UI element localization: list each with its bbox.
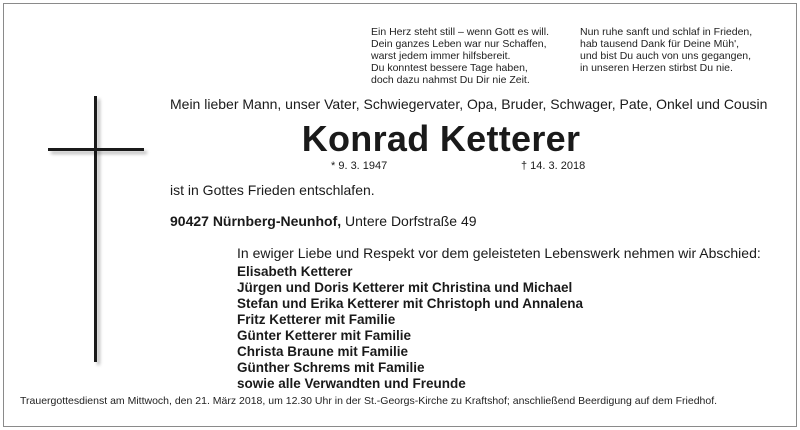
mourner: Christa Braune mit Familie bbox=[237, 344, 409, 359]
death-date: † 14. 3. 2018 bbox=[521, 160, 586, 172]
verse-right bbox=[580, 26, 752, 74]
mourner: Elisabeth Ketterer bbox=[237, 264, 353, 279]
mourner: Jürgen und Doris Ketterer mit Christina und Michael bbox=[237, 280, 573, 295]
verse-line: Nun ruhe sanft und schlaf in Frieden, bbox=[580, 26, 753, 38]
deceased-name: Konrad Ketterer bbox=[301, 118, 581, 159]
mourner: Stefan und Erika Ketterer mit Christoph und Annalena bbox=[237, 296, 584, 311]
service-info: Trauergottesdienst am Mittwoch, den 21. März 2018, um 12.30 Uhr in der St.-Georgs-Kirche zu Kraftshof; anschließend Beerdigung auf dem Friedhof. bbox=[20, 395, 718, 407]
verse-line: Du konntest bessere Tage haben, bbox=[371, 62, 528, 74]
address-street: Untere Dorfstraße 49 bbox=[345, 213, 477, 229]
mourner: sowie alle Verwandten und Freunde bbox=[237, 376, 466, 391]
passed-away-text: ist in Gottes Frieden entschlafen. bbox=[170, 182, 375, 198]
verse-line: Ein Herz steht still – wenn Gott es will. bbox=[371, 26, 549, 38]
verse-line: doch dazu nahmst Du Dir nie Zeit. bbox=[371, 74, 530, 86]
mourner: Fritz Ketterer mit Familie bbox=[237, 312, 396, 327]
farewell-text: In ewiger Liebe und Respekt vor dem geleisteten Lebenswerk nehmen wir Abschied: bbox=[237, 245, 761, 261]
verse-left bbox=[371, 26, 549, 86]
verse-line: in unseren Herzen stirbst Du nie. bbox=[580, 62, 733, 74]
mourner: Günther Schrems mit Familie bbox=[237, 360, 425, 375]
verse-line: Dein ganzes Leben war nur Schaffen, bbox=[371, 38, 547, 50]
verse-line: und bist Du auch von uns gegangen, bbox=[580, 50, 752, 62]
intro-text: Mein lieber Mann, unser Vater, Schwiegervater, Opa, Bruder, Schwager, Pate, Onkel und Cousin bbox=[170, 96, 768, 112]
birth-date: * 9. 3. 1947 bbox=[331, 160, 388, 172]
mourner: Günter Ketterer mit Familie bbox=[237, 328, 412, 343]
address-city: 90427 Nürnberg-Neunhof, bbox=[170, 213, 342, 229]
mourners-list bbox=[237, 264, 583, 392]
address bbox=[170, 213, 477, 229]
verse-line: hab tausend Dank für Deine Müh', bbox=[580, 38, 740, 50]
verse-line: warst jedem immer hilfsbereit. bbox=[371, 50, 511, 62]
